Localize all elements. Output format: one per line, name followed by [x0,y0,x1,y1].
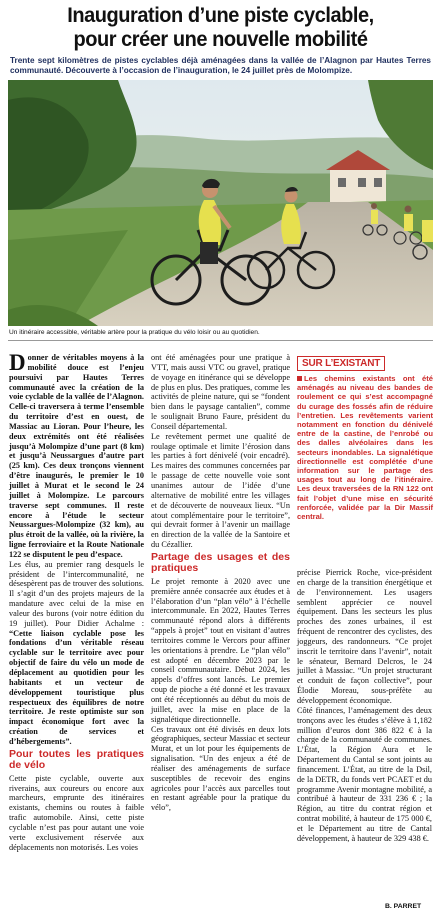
sidebar-box [297,353,433,521]
headline-line-2: pour créer une nouvelle mobilité [73,27,368,51]
article-column-3 [297,568,432,844]
paragraph: Les élus, au premier rang desquels le président de l’intercommunalité, ne désespèrent pas de trouver des solutions. Il s’agit d’un des projets majeurs de la mandature avec celui de la mise en valeur des burons (voir notre édition du 19 juillet). Pour Didier Achalme : [9,559,144,628]
lead-paragraph: Trente sept kilomètres de pistes cyclables déjà aménagées dans la vallée de l’Alagnon par Hautes Terres communauté. Découverte à l’occasion de l’inauguration, le 24 juillet près de Molompize. [10,56,431,75]
quote: “Cette liaison cyclable pose les fondations d’un véritable réseau cyclable sur le territoire avec pour objectif de faire du vélo un mode de déplacement au quotidien pour les habitants et un vecteur de développement touristique plus respectueux des équilibres de notre territoire. Je reste optimiste sur son impact économique fort avec la création de services et d’hébergements”. [9,628,144,746]
paragraph: précise Pierrick Roche, vice-président en charge de la transition énergétique et de l’environnement. Les usagers semblent apprécier ce nouvel équipement. Dans les secteurs les plus proches des zones urbaines, il est fréquent de rencontrer des cyclistes, des joggeurs, des randonneurs. “Ce projet inscrit le territoire dans l’avenir”, notait le sénateur, Bernard Delcros, le 24 juillet à Massiac. “Un projet structurant et conduit de façon collective”, pour Élodie Moreau, sous-préfète au développement économique. [297,568,432,705]
article-photo [8,80,433,326]
subheading: Partage des usages et des pratiques [151,550,290,575]
paragraph: Le revêtement permet une qualité de roulage optimale et limite l’érosion dans les parties à fort dénivelé (voir encadré). Les maires des communes concernées par le passage de cette nouvelle voie sont unanimes autour de l’idée d’une alternative de mobilité entre les villages et de découverte de nouveaux lieux. “Un atout complémentaire pour le territoire”, qui devrait former à l’avenir un maillage en direction de la vallée de la Santoire et du Cézallier. [151,431,290,550]
article-column-1 [9,350,144,853]
paragraph: Cette piste cyclable, ouverte aux riverains, aux coureurs ou encore aux marcheurs, emprunte des itinéraires existants, chemins ou routes à faible trafic automobile. Ainsi, cette piste cyclable n’est pas pour autant une voie verte exclusivement réservée aux déplacements non motorisés. Les voies [9,773,144,852]
paragraph: Côté finances, l’aménagement des deux tronçons avec les études s’élève à 1,182 million d’euros dont 386 822 € à la charge de la communauté de communes. L’État, la Région Aura et le Département du Cantal se sont joints au financement. L’État, au titre de la Dsil, de la DETR, du fonds vert PCAET et du programme Avenir montagne mobilité, a contribué à hauteur de 331 236 € ; la Région, au titre du contrat région et contrat mobilité, à hauteur de 175 000 €, et le Département au titre de Cantal développement, à hauteur de 329 438 €. [297,705,432,843]
intro-paragraph: onner de véritables moyens à la mobilité douce est l’enjeu poursuivi par Hautes Terres communauté avec la création de la voie cyclable de la vallée de l’Alagnon. Celle-ci traversera à terme l’ensemble du territoire d’est en ouest, de Massiac au Lioran. Pour l’heure, les deux extrémités ont été réalisées jusqu’à Molompize d’une part (8 km) et jusqu’à Neussargues d’autre part (25 km). Ces deux tronçons viennent d’être inaugurés, le premier le 10 juillet à Murat et le second le 24 juillet à Molompize. Le parcours traverse sept communes. Il reste encore à l’étude le secteur Neussargues-Molompize (32 km), au plus étroit de la vallée, où la rivière, la ligne ferroviaire et la Route Nationale 122 se disputent le peu d’espace. [9,353,144,559]
paragraph: Le projet remonte à 2020 avec une première année consacrée aux études et à l’élaboration d’un “plan vélo” à l’échelle intercommunale. En 2022, Hautes Terres communauté répond alors à différents “appels à projet” tout en visitant d’autres territoires comme le Vercors pour affiner les orientations à prendre. Le “plan vélo” est adopté en décembre 2023 par le conseil communautaire. Début 2024, les appels d’offres sont lancés. Le premier coup de pioche a été donné et les travaux ont été réceptionnés au début du mois de juillet, avec la mise en place de la signalétique directionnelle. [151,576,290,724]
sidebar-body [297,374,433,521]
drop-cap: D [9,350,26,375]
headline-line-1: Inauguration d’une piste cyclable, [67,3,374,27]
headline [23,3,418,51]
sidebar-title: SUR L’EXISTANT [297,356,385,371]
subheading: Pour toutes les pratiques de vélo [9,747,144,772]
byline: B. PARRET [385,903,422,910]
article-column-2 [151,353,290,813]
paragraph: Ces travaux ont été divisés en deux lots géographiques, secteur Massiac et secteur Murat, et un lot pour les équipements de signalisation. “Un des enjeux a été de réaliser des aménagements de surface susceptibles de recevoir des engins agricoles pour l’accès aux parcelles tout en restant agréable pour la pratique du vélo”, [151,724,290,813]
sidebar-text: Les chemins existants ont été aménagés au niveau des bandes de roulement ce qui s’est accompagné du curage des fossés afin de réduire l’entretien. Les revêtements varient notamment en fonction du dénivelé entre de la castine, de l’enrobé ou des dalles alvéolaires dans les secteurs inondables. La signalétique directionnelle est complétée d’une information sur le partage des usages tout au long de l’itinéraire. Les deux traversées de la RN 122 ont fait l’objet d’une mise en sécurité renforcée, validée par la Dir Massif central. [297,374,433,522]
cyclists-photo-illustration [8,80,433,326]
caption-divider [8,340,433,341]
photo-caption: Un itinéraire accessible, véritable artère pour la pratique du vélo loisir ou au quotidien. [9,329,260,336]
paragraph: ont été aménagées pour une pratique à VTT, mais aussi VTC ou gravel, pratique de voyage en itinérance qui se développe de plus en plus. Des pratiques, comme les activités de pleine nature, qui se “fondent bien dans le paysage cantalien”, comme le soulignait Bruno Faure, président du Conseil départemental. [151,353,290,431]
square-bullet-icon [297,376,302,381]
